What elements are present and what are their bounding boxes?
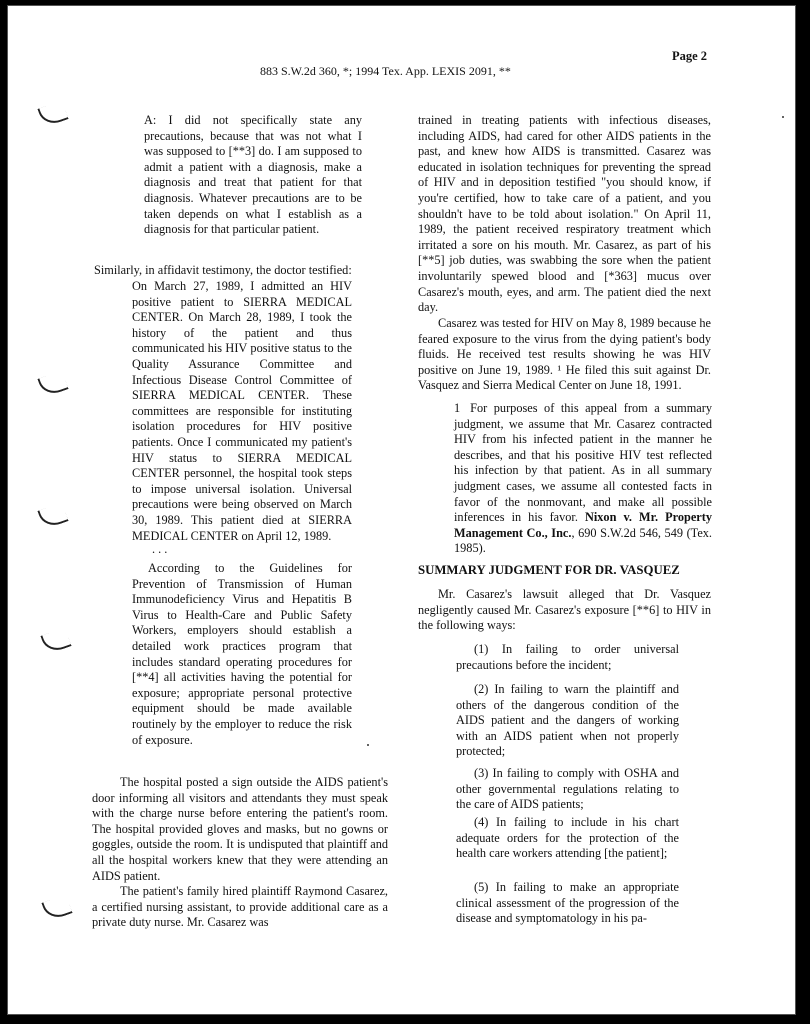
family-paragraph: The patient's family hired plaintiff Raymond Casarez, a certified nursing assistant, to provide additional care as a private duty nurse. Mr. Casarez was: [92, 884, 388, 930]
trained-paragraph: trained in treating patients with infectious diseases, including AIDS, had cared for other AIDS patients in the past, and knew how AIDS is transmitted. Casarez was educated in isolation techniques for preventing the spread of HIV and in deposition testified "you should know, if you're certified, how to take care of a patient, and you shouldn't have to be told about isolation." On April 11, 1989, the patient received respiratory treatment which irritated a sore on his mouth. Mr. Casarez, as part of his [**5] job duties, was swabbing the sore when the patient involuntarily spewed blood and [*363] mucus over Casarez's mouth, eyes, and arm. The patient died the next day.: [418, 113, 711, 315]
allegation-item: (5) In failing to make an appropriate clinical assessment of the progression of the disease and symptomatology in his pa-: [456, 880, 679, 926]
binder-hole-mark: [37, 100, 68, 128]
footnote-1: [454, 401, 712, 557]
allegation-item: (1) In failing to order universal precautions before the incident;: [456, 642, 679, 672]
affidavit-intro: Similarly, in affidavit testimony, the doctor testified:: [94, 263, 352, 277]
allegation-item: (4) In failing to include in his chart adequate orders for the protection of the health care workers attending [the patient];: [456, 815, 679, 861]
speck: [782, 116, 784, 118]
affidavit-quote: On March 27, 1989, I admitted an HIV positive patient to SIERRA MEDICAL CENTER. On March 28, 1989, I took the history of the patient and thus communicated his HIV positive status to the Quality Assurance Committee and Infectious Disease Control Committee of SIERRA MEDICAL CENTER. These committees are responsible for instituting isolation procedures for HIV positive patients. Once I communicated my patient's HIV status to SIERRA MEDICAL CENTER personnel, the hospital took steps to impose universal isolation. Universal precautions were being observed on March 30, 1989. This patient died at SIERRA MEDICAL CENTER on April 12, 1989.: [132, 279, 352, 543]
ellipsis: . . .: [152, 542, 168, 556]
hospital-sign-paragraph: The hospital posted a sign outside the AIDS patient's door informing all visitors and attendants they must speak with the charge nurse before entering the patient's room. The hospital provided gloves and masks, but no gowns or goggles, outside the room. It is undisputed that plaintiff and all the hospital workers knew that they were attending an AIDS patient.: [92, 775, 388, 883]
footnote-text: For purposes of this appeal from a summary judgment, we assume that Mr. Casarez contracted HIV from his infected patient in the manner he describes, and that his positive HIV test reflected his infection by that patient. As in all summary judgment cases, we assume all contested facts in favor of the nonmovant, and make all possible inferences in his favor.: [454, 401, 712, 525]
document-page: [8, 6, 795, 1014]
footnote-case-name: Nixon v. Mr. Property Management Co., Inc.: [454, 510, 713, 540]
citation-header: 883 S.W.2d 360, *; 1994 Tex. App. LEXIS 2091, **: [260, 64, 511, 78]
lawsuit-paragraph: Mr. Casarez's lawsuit alleged that Dr. Vasquez negligently caused Mr. Casarez's exposure [**6] to HIV in the following ways:: [418, 587, 711, 633]
page-number: Page 2: [672, 49, 708, 63]
allegation-item: (3) In failing to comply with OSHA and other governmental regulations relating to the care of AIDS patients;: [456, 766, 679, 812]
footnote-number: 1: [454, 401, 461, 415]
binder-hole-mark: [41, 894, 72, 922]
deposition-quote: A: I did not specifically state any precautions, because that was not what I was supposed to [**3] do. I am supposed to admit a patient with a diagnosis, make a diagnosis and treat that patient for that diagnosis. Whatever precautions are to be taken depends on what I establish as a diagnosis for that particular patient.: [144, 113, 362, 237]
footnote-citation: , 690 S.W.2d 546, 549 (Tex. 1985).: [454, 525, 713, 556]
allegation-item: (2) In failing to warn the plaintiff and others of the dangerous condition of the AIDS patient and the dangers of working with an AIDS patient when not properly protected;: [456, 682, 679, 759]
guidelines-quote: According to the Guidelines for Prevention of Transmission of Human Immunodeficiency Virus and Hepatitis B Virus to Health-Care and Public Safety Workers, employers should establish a detailed work practices program that includes standard operating procedures for [**4] all activities having the potential for exposure; appropriate personal protective equipment should be made available routinely by the employer to reduce the risk of exposure.: [132, 561, 352, 747]
binder-hole-mark: [37, 502, 68, 530]
section-heading: SUMMARY JUDGMENT FOR DR. VASQUEZ: [418, 563, 680, 577]
binder-hole-mark: [40, 627, 71, 655]
binder-hole-mark: [37, 370, 68, 398]
testing-paragraph: Casarez was tested for HIV on May 8, 1989 because he feared exposure to the virus from the dying patient's body fluids. He received test results showing he was HIV positive on June 19, 1989. ¹ He filed this suit against Dr. Vasquez and Sierra Medical Center on June 18, 1991.: [418, 316, 711, 393]
speck: [367, 744, 369, 746]
